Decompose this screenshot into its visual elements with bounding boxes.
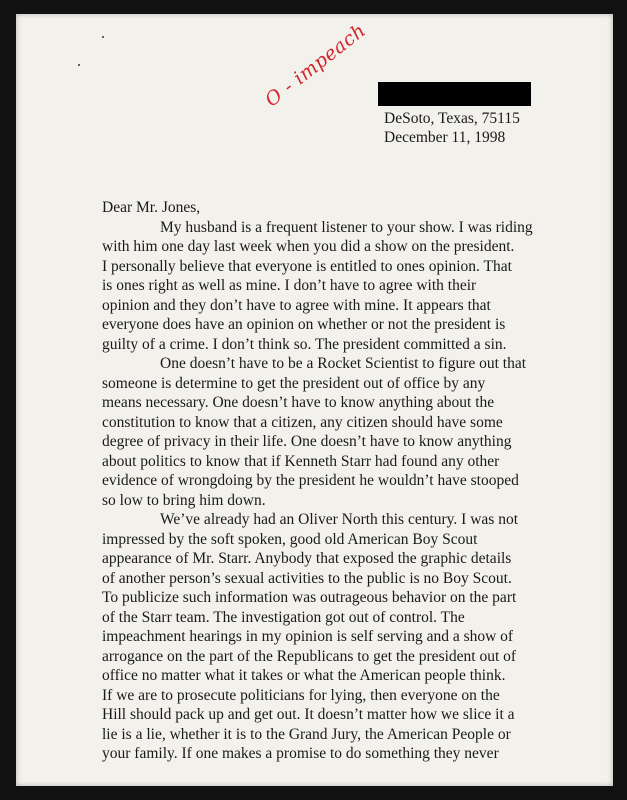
body-line: office no matter what it takes or what the American people think. <box>102 667 506 684</box>
body-line: of the Starr team. The investigation got out of control. The <box>102 608 465 626</box>
body-line: everyone does have an opinion on whether or not the president is <box>102 316 506 333</box>
paper-speck <box>102 36 104 38</box>
body-line: guilty of a crime. I don’t think so. The president committed a sin. <box>102 335 507 353</box>
body-line: To publicize such information was outrageous behavior on the part <box>102 589 517 606</box>
body-line: your family. If one makes a promise to do something they never <box>102 745 499 762</box>
sender-address-block <box>384 109 520 147</box>
body-line: opinion and they don’t have to agree with mine. It appears that <box>102 296 491 314</box>
body-line: lie is a lie, whether it is to the Grand Jury, the American People or <box>102 725 511 743</box>
body-line: If we are to prosecute politicians for lying, then everyone on the <box>102 686 500 704</box>
body-lines <box>102 218 572 764</box>
body-line: so low to bring him down. <box>102 491 266 509</box>
letter-body <box>102 198 572 764</box>
body-line: of another person’s sexual activities to the public is no Boy Scout. <box>102 569 512 587</box>
handwritten-margin-note: O - impeach <box>261 19 371 112</box>
city-line: DeSoto, Texas, 75115 <box>384 110 520 127</box>
body-line: degree of privacy in their life. One doesn’t have to know anything <box>102 433 512 450</box>
body-line: Hill should pack up and get out. It doesn’t matter how we slice it a <box>102 706 515 723</box>
redaction-bar <box>378 82 531 106</box>
body-line: We’ve already had an Oliver North this century. I was not <box>160 511 518 528</box>
body-line: about politics to know that if Kenneth Starr had found any other <box>102 452 500 470</box>
body-line: is ones right as well as mine. I don’t have to agree with their <box>102 277 477 294</box>
body-line: One doesn’t have to be a Rocket Scientist to figure out that <box>160 355 527 372</box>
body-line: I personally believe that everyone is entitled to ones opinion. That <box>102 257 512 275</box>
body-line: constitution to know that a citizen, any citizen should have some <box>102 413 503 431</box>
body-line: appearance of Mr. Starr. Anybody that exposed the graphic details <box>102 550 512 567</box>
body-line: evidence of wrongdoing by the president he wouldn’t have stooped <box>102 472 519 489</box>
body-line: with him one day last week when you did a show on the president. <box>102 238 515 255</box>
paper-speck <box>78 64 80 66</box>
body-line: means necessary. One doesn’t have to know anything about the <box>102 394 495 411</box>
body-line: arrogance on the part of the Republicans to get the president out of <box>102 647 517 665</box>
body-line: someone is determine to get the president out of office by any <box>102 374 486 392</box>
body-line: impeachment hearings in my opinion is self serving and a show of <box>102 628 514 645</box>
salutation: Dear Mr. Jones, <box>102 199 201 216</box>
body-line: My husband is a frequent listener to your show. I was riding <box>160 218 533 236</box>
letter-date: December 11, 1998 <box>384 129 506 146</box>
letter-page <box>16 14 613 786</box>
body-line: impressed by the soft spoken, good old American Boy Scout <box>102 530 478 548</box>
